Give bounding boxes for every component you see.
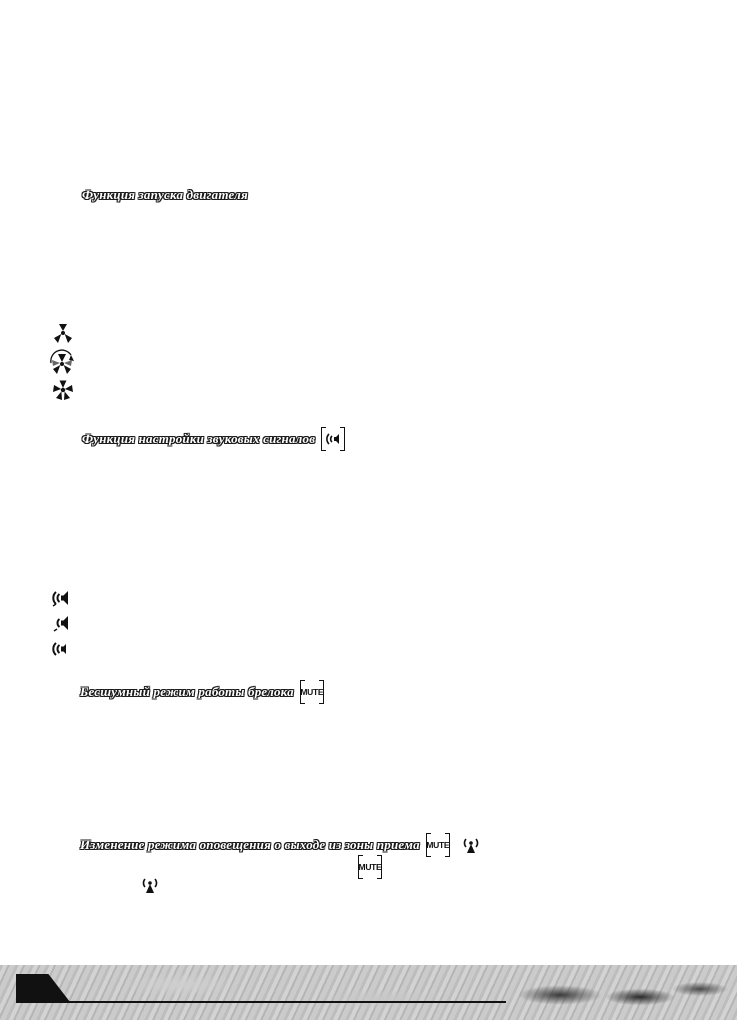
- mute-icon-inline-label: MUTE: [358, 862, 382, 872]
- sound-loud-icon: [50, 589, 72, 607]
- fan-medium-icon: [47, 349, 77, 375]
- heading-sound-settings: [82, 427, 345, 451]
- page-number-tab: [16, 974, 70, 1002]
- heading-engine-start-text: Функция запуска двигателя: [82, 187, 248, 202]
- heading-sound-settings-text: Функция настройки звуковых сигналов: [82, 431, 316, 446]
- footer-rule: [16, 1001, 506, 1003]
- heading-out-of-range-text: Изменение режима оповещения о выходе из зоны приема: [80, 837, 420, 852]
- sound-quiet-icon: [50, 640, 72, 658]
- heading-out-of-range: [80, 833, 480, 857]
- sound-medium-icon: [50, 614, 72, 632]
- fan-low-icon: [52, 322, 74, 344]
- fan-high-icon: [52, 379, 74, 401]
- mute-icon-out-of-range: [426, 833, 450, 857]
- page-footer-band: [0, 965, 737, 1020]
- heading-silent-mode-text: Бесшумный режим работы брелока: [80, 684, 294, 699]
- mute-icon: [300, 680, 324, 704]
- antenna-icon: [462, 836, 480, 854]
- mute-icon-out-of-range-label: MUTE: [426, 840, 450, 850]
- antenna-icon-inline: [141, 876, 159, 894]
- sound-settings-icon: [321, 427, 345, 451]
- heading-engine-start: [82, 187, 248, 203]
- heading-silent-mode: [80, 680, 324, 704]
- mute-icon-inline: [358, 855, 382, 879]
- mute-icon-label: MUTE: [300, 687, 324, 697]
